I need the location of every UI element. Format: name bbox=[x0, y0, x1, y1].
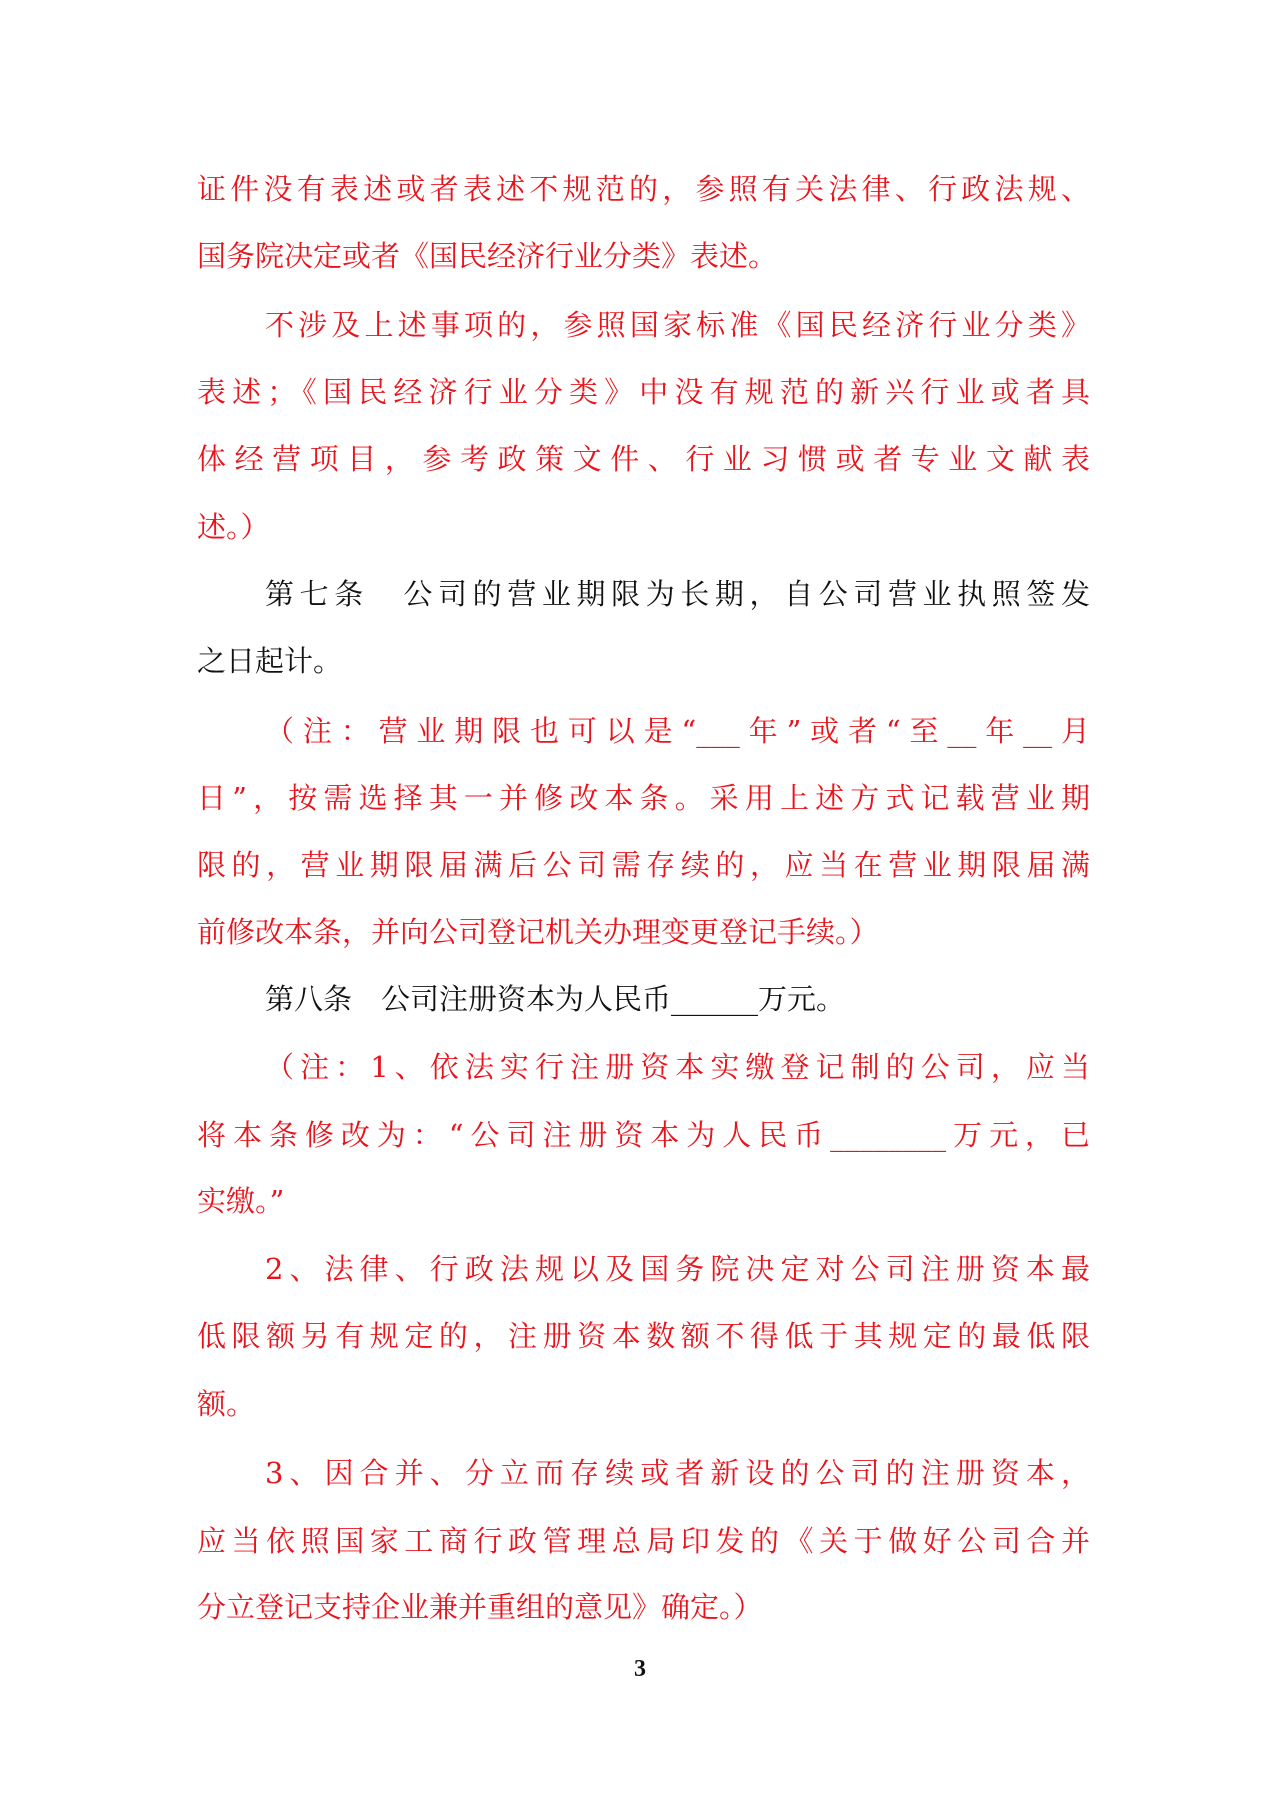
text-line: 体经营项目，参考政策文件、行业习惯或者专业文献表 bbox=[197, 442, 1090, 476]
text-line: 应当依照国家工商行政管理总局印发的《关于做好公司合并 bbox=[197, 1524, 1090, 1558]
page-number: 3 bbox=[634, 1656, 646, 1682]
text-line: 额。 bbox=[197, 1387, 256, 1421]
text-line: 表述；《国民经济行业分类》中没有规范的新兴行业或者具 bbox=[197, 375, 1090, 409]
text-line: 述。） bbox=[197, 510, 270, 544]
text-line: 前修改本条，并向公司登记机关办理变更登记手续。） bbox=[197, 915, 879, 949]
text-line: 不涉及上述事项的，参照国家标准《国民经济行业分类》 bbox=[265, 308, 1090, 342]
text-line: （注：1、依法实行注册资本实缴登记制的公司，应当 bbox=[265, 1050, 1090, 1084]
text-line: 第七条 公司的营业期限为长期，自公司营业执照签发 bbox=[265, 577, 1090, 611]
text-line: 2、法律、行政法规以及国务院决定对公司注册资本最 bbox=[265, 1252, 1090, 1286]
text-line: 日”，按需选择其一并修改本条。采用上述方式记载营业期 bbox=[197, 781, 1090, 815]
text-line: 证件没有表述或者表述不规范的，参照有关法律、行政法规、 bbox=[197, 172, 1090, 206]
text-line: 之日起计。 bbox=[197, 644, 343, 678]
text-line: 限的，营业期限届满后公司需存续的，应当在营业期限届满 bbox=[197, 848, 1090, 882]
text-line: 第八条 公司注册资本为人民币______万元。 bbox=[265, 982, 846, 1016]
text-line: 3、因合并、分立而存续或者新设的公司的注册资本， bbox=[265, 1456, 1090, 1490]
text-line: 国务院决定或者《国民经济行业分类》表述。 bbox=[197, 239, 778, 273]
text-line: 实缴。” bbox=[197, 1184, 285, 1218]
text-line: （注：营业期限也可以是“___年”或者“至__年__月 bbox=[265, 714, 1090, 748]
text-line: 将本条修改为：“公司注册资本为人民币________万元，已 bbox=[197, 1118, 1090, 1152]
text-line: 低限额另有规定的，注册资本数额不得低于其规定的最低限 bbox=[197, 1319, 1090, 1353]
text-line: 分立登记支持企业兼并重组的意见》确定。） bbox=[197, 1590, 763, 1624]
